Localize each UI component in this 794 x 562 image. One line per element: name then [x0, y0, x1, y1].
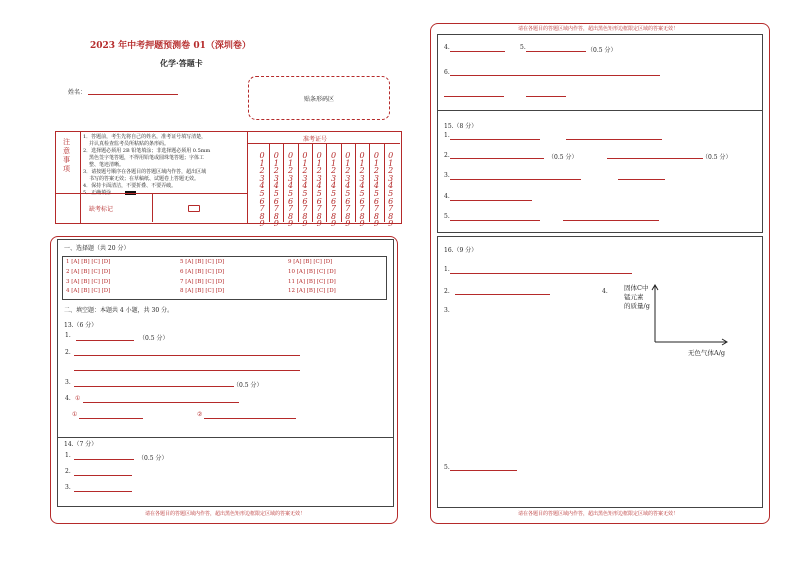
warning-right-top: 请在各题目的答题区域内作答，超出黑色矩形边框限定区域的答案无效！	[517, 26, 678, 32]
q13-4-field-b[interactable]	[79, 418, 143, 419]
exam-id-digit[interactable]: 9	[373, 219, 379, 229]
choice-item[interactable]: 5 [A] [B] [C] [D]	[180, 259, 225, 265]
warning-left: 请在各题目的答题区域内作答，超出黑色矩形边框限定区域的答案无效！	[144, 511, 305, 517]
q13-1-score: （0.5 分）	[139, 335, 169, 342]
exam-id-digit[interactable]: 2	[302, 166, 308, 176]
name-field[interactable]	[88, 94, 178, 95]
graph-xlabel: 无色气体A/g	[688, 349, 726, 357]
name-label: 姓名：	[68, 89, 87, 96]
q13-1: 1.	[65, 332, 71, 339]
q16-2: 2.	[444, 288, 450, 295]
exam-id-digit[interactable]: 9	[345, 219, 351, 229]
barcode-area	[248, 76, 390, 120]
notice-label: 注意事项	[63, 138, 70, 173]
answer-box-q15	[437, 109, 763, 233]
exam-id-digit[interactable]: 7	[302, 204, 308, 214]
exam-id-digit[interactable]: 8	[359, 211, 365, 221]
exam-id-digit[interactable]: 8	[259, 211, 265, 221]
exam-id-digit[interactable]: 6	[388, 196, 394, 206]
exam-id-digit[interactable]: 8	[373, 211, 379, 221]
q15-3-field-b[interactable]	[618, 179, 665, 180]
exam-id-digit[interactable]: 2	[373, 166, 379, 176]
exam-id-column[interactable]	[270, 152, 282, 228]
exam-id-digit[interactable]: 6	[302, 196, 308, 206]
section1-title: 一、选择题（共 20 分）	[64, 245, 130, 252]
exam-id-digit[interactable]: 8	[345, 211, 351, 221]
exam-id-digit[interactable]: 3	[273, 173, 279, 183]
exam-id-digit[interactable]: 5	[345, 188, 351, 198]
exam-id-digit[interactable]: 3	[359, 173, 365, 183]
exam-id-digit[interactable]: 3	[316, 173, 322, 183]
exam-id-digit[interactable]: 6	[359, 196, 365, 206]
exam-id-digit[interactable]: 7	[259, 204, 265, 214]
choice-item[interactable]: 10 [A] [B] [C] [D]	[288, 268, 336, 275]
q14-1-score: （0.5 分）	[138, 455, 168, 462]
q15-2-field-b[interactable]	[607, 158, 703, 159]
warning-right-bottom: 请在各题目的答题区域内作答，超出黑色矩形边框限定区域的答案无效！	[517, 511, 678, 517]
q15-1: 1.	[444, 132, 450, 139]
exam-id-digit[interactable]: 1	[345, 158, 351, 168]
exam-id-digit[interactable]: 8	[330, 211, 337, 221]
choice-item[interactable]: 2 [A] [B] [C] [D]	[66, 268, 111, 275]
q14-5: 5.	[520, 44, 526, 51]
exam-id-digit[interactable]: 4	[273, 181, 279, 191]
barcode-label: 贴条形码区	[303, 96, 334, 103]
q16-title: 16.（9 分）	[444, 247, 478, 254]
exam-id-digit[interactable]: 5	[259, 188, 265, 198]
exam-id-digit[interactable]: 9	[316, 219, 322, 229]
q13-title: 13.（6 分）	[64, 322, 98, 329]
q14-4-field[interactable]	[450, 51, 505, 52]
exam-id-digit[interactable]: 1	[273, 158, 279, 168]
q16-1-field[interactable]	[450, 273, 632, 274]
exam-id-digit[interactable]: 4	[388, 181, 394, 191]
exam-id-column[interactable]	[313, 152, 325, 228]
exam-id-digit[interactable]: 1	[373, 158, 379, 168]
exam-id-column[interactable]	[256, 152, 268, 228]
q15-2-score-a: （0.5 分）	[548, 154, 578, 161]
q15-4-field[interactable]	[450, 200, 532, 201]
exam-id-digit[interactable]: 0	[345, 151, 351, 160]
q15-1-field-b[interactable]	[566, 139, 662, 140]
exam-id-digit[interactable]: 1	[316, 158, 322, 168]
q14-6-field-b[interactable]	[444, 96, 504, 97]
exam-id-digit[interactable]: 4	[302, 181, 308, 191]
exam-id-digit[interactable]: 8	[316, 211, 322, 221]
exam-id-column[interactable]	[356, 152, 368, 228]
q14-6: 6.	[444, 69, 450, 76]
choice-item[interactable]: 8 [A] [B] [C] [D]	[180, 288, 225, 295]
exam-id-digit[interactable]: 6	[259, 196, 265, 206]
exam-id-digit[interactable]: 9	[388, 219, 394, 229]
q15-5: 5.	[444, 213, 450, 220]
q15-2-score-b: （0.5 分）	[702, 154, 732, 161]
exam-id-digit[interactable]: 0	[388, 151, 394, 160]
exam-id-digit[interactable]: 7	[388, 204, 394, 214]
exam-id-digit[interactable]: 5	[273, 188, 279, 198]
exam-id-digit[interactable]: 2	[359, 166, 365, 176]
absent-box	[55, 193, 247, 223]
graph-axes	[650, 280, 732, 346]
q15-1-field-a[interactable]	[450, 139, 540, 140]
q14-5-field[interactable]	[526, 51, 586, 52]
page-subtitle: 化学·答题卡	[160, 58, 203, 68]
q14-6-field-a[interactable]	[450, 75, 660, 76]
exam-id-digit[interactable]: 4	[330, 181, 337, 191]
exam-id-digit[interactable]: 1	[388, 158, 394, 168]
exam-id-digit[interactable]: 6	[330, 196, 337, 206]
exam-id-column[interactable]	[342, 152, 354, 228]
page-title: 2023 年中考押题预测卷 01（深圳卷）	[90, 41, 251, 51]
exam-id-digit[interactable]: 4	[316, 181, 322, 191]
q14-6-field-c[interactable]	[526, 96, 566, 97]
exam-id-column[interactable]	[385, 152, 397, 228]
q16-3: 3.	[444, 307, 450, 314]
q14-2-field[interactable]	[74, 475, 132, 476]
exam-id-digit[interactable]: 9	[359, 219, 365, 229]
q13-4-c1: ①	[75, 395, 81, 402]
notice-list: 1．答题前，考生先将自己的姓名，准考证号填写清楚， 并认真检查监考员所粘贴的条形码。 2．选择题必须用 2B 铅笔填涂；非选择题必须用 0.5mm 黑色签字笔答题，不得用铅笔或圆珠笔答题；字体工 整、笔迹清晰。 3．请按题号顺序在各题目的答题区域内作答，超出区域 书写的答案无效；在草稿纸、试题卷上答题无效。 4．保持卡面清洁，不要折叠、不要弄破。 5．正确填涂	[83, 134, 211, 196]
exam-id-digit[interactable]: 0	[330, 151, 337, 160]
q14-1: 1.	[65, 452, 71, 459]
q14-3: 3.	[65, 484, 71, 491]
exam-id-digit[interactable]: 0	[373, 151, 379, 160]
choice-grid	[62, 256, 387, 300]
q13-4: 4.	[65, 395, 71, 402]
exam-id-digit[interactable]: 1	[302, 158, 308, 168]
exam-id-digit[interactable]: 4	[259, 181, 265, 191]
exam-id-digit[interactable]: 2	[316, 166, 322, 176]
exam-id-digit[interactable]: 3	[302, 173, 308, 183]
q15-2-field-a[interactable]	[450, 158, 544, 159]
exam-id-digit[interactable]: 4	[288, 181, 294, 191]
exam-id-digit[interactable]: 9	[330, 219, 337, 229]
exam-id-digit[interactable]: 6	[288, 196, 294, 206]
q15-4: 4.	[444, 193, 450, 200]
q14-1-field[interactable]	[74, 459, 134, 460]
q13-1-field[interactable]	[76, 340, 134, 341]
graph-ylabel: 固体C中 锰元素 的质量/g	[624, 284, 650, 310]
exam-id-digit[interactable]: 2	[330, 166, 337, 176]
q15-3: 3.	[444, 172, 450, 179]
exam-id-digit[interactable]: 0	[273, 151, 279, 160]
exam-id-digit[interactable]: 8	[302, 211, 308, 221]
q14-4: 4.	[444, 44, 450, 51]
exam-id-label: 准考证号	[303, 136, 328, 143]
q15-3-field-a[interactable]	[450, 179, 581, 180]
exam-id-digit[interactable]: 3	[345, 173, 351, 183]
choice-item[interactable]: 1 [A] [B] [C] [D]	[66, 259, 111, 265]
q15-title: 15.（8 分）	[444, 123, 478, 130]
exam-id-digit[interactable]: 1	[259, 158, 265, 168]
answer-box-q16	[437, 236, 763, 508]
q13-4-field-c[interactable]	[204, 418, 296, 419]
exam-id-digit[interactable]: 7	[359, 204, 365, 214]
exam-id-digit[interactable]: 3	[259, 173, 265, 183]
exam-id-digit[interactable]: 2	[259, 166, 265, 176]
exam-id-digit[interactable]: 5	[288, 188, 294, 198]
exam-id-digit[interactable]: 7	[288, 204, 294, 214]
q16-1: 1.	[444, 266, 450, 273]
exam-id-digit[interactable]: 8	[288, 211, 294, 221]
section2-title: 二、填空题：本题共 4 小题，共 30 分。	[64, 307, 174, 314]
exam-id-digit[interactable]: 0	[259, 151, 265, 160]
exam-id-digit[interactable]: 3	[373, 173, 379, 183]
exam-id-digit[interactable]: 2	[273, 166, 279, 176]
q16-5-field[interactable]	[450, 470, 517, 471]
exam-id-digit[interactable]: 9	[302, 219, 308, 229]
exam-id-digit[interactable]: 3	[388, 173, 394, 183]
exam-id-digit[interactable]: 7	[273, 204, 279, 214]
choice-item[interactable]: 4 [A] [B] [C] [D]	[66, 288, 111, 295]
exam-id-column[interactable]	[285, 152, 297, 228]
choice-item[interactable]: 6 [A] [B] [C] [D]	[180, 268, 225, 275]
q16-2-field[interactable]	[455, 294, 550, 295]
q15-5-field-b[interactable]	[563, 220, 659, 221]
q13-3: 3.	[65, 379, 71, 386]
exam-id-digit[interactable]: 1	[359, 158, 365, 168]
exam-id-digit[interactable]: 2	[345, 166, 351, 176]
exam-id-digit[interactable]: 5	[316, 188, 322, 198]
exam-id-digit[interactable]: 1	[330, 158, 337, 168]
exam-id-digit[interactable]: 5	[330, 188, 337, 198]
absent-label: 缺考标记	[89, 206, 114, 213]
absent-checkbox[interactable]	[188, 205, 200, 212]
q16-4: 4.	[602, 288, 608, 295]
exam-id-digit[interactable]: 6	[345, 196, 351, 206]
q13-4-c2: ②	[197, 411, 203, 418]
q14-3-field[interactable]	[74, 491, 132, 492]
exam-id-digit[interactable]: 7	[316, 204, 322, 214]
exam-id-digit[interactable]: 0	[288, 151, 294, 160]
choice-item[interactable]: 12 [A] [B] [C] [D]	[288, 288, 336, 295]
q14-2: 2.	[65, 468, 71, 475]
q14-title: 14.（7 分）	[64, 441, 98, 448]
exam-id-digit[interactable]: 5	[302, 188, 308, 198]
choice-item[interactable]: 3 [A] [B] [C] [D]	[66, 278, 111, 285]
exam-id-digit[interactable]: 5	[359, 188, 365, 198]
exam-id-digit[interactable]: 4	[373, 181, 379, 191]
choice-item[interactable]: 7 [A] [B] [C] [D]	[180, 278, 225, 285]
exam-id-digit[interactable]: 8	[388, 211, 394, 221]
exam-id-column[interactable]	[299, 152, 311, 228]
choice-item[interactable]: 11 [A] [B] [C] [D]	[288, 278, 336, 285]
q14-5-score: （0.5 分）	[587, 47, 617, 54]
exam-id-digit[interactable]: 3	[288, 173, 294, 183]
exam-id-digit[interactable]: 7	[330, 204, 337, 214]
exam-id-digit[interactable]: 1	[288, 158, 294, 168]
q15-2: 2.	[444, 152, 450, 159]
exam-id-digit[interactable]: 9	[259, 219, 265, 229]
q13-4-field-a[interactable]	[83, 402, 239, 403]
q15-5-field-a[interactable]	[450, 220, 540, 221]
exam-id-digit[interactable]: 5	[373, 188, 379, 198]
answer-box-q14	[57, 436, 394, 507]
exam-id-digit[interactable]: 6	[373, 196, 379, 206]
exam-id-digit[interactable]: 2	[288, 166, 294, 176]
choice-item[interactable]: 9 [A] [B] [C] [D]	[288, 259, 333, 265]
exam-id-digit[interactable]: 7	[345, 204, 351, 214]
exam-id-digit[interactable]: 9	[273, 219, 279, 229]
exam-id-digit[interactable]: 8	[273, 211, 279, 221]
q16-5: 5.	[444, 464, 450, 471]
q13-3-field[interactable]	[74, 386, 234, 387]
q13-2-field-a[interactable]	[74, 355, 300, 356]
q13-3-score: （0.5 分）	[233, 382, 263, 389]
exam-id-digit[interactable]: 7	[373, 204, 379, 214]
exam-id-digit[interactable]: 5	[388, 188, 394, 198]
q13-2: 2.	[65, 349, 71, 356]
exam-id-digit[interactable]: 3	[330, 173, 337, 183]
q13-4-c1b: ①	[72, 411, 78, 418]
exam-id-digit[interactable]: 9	[288, 219, 294, 229]
exam-id-digit[interactable]: 6	[273, 196, 279, 206]
q13-2-field-b[interactable]	[74, 370, 300, 371]
exam-id-digit[interactable]: 6	[316, 196, 322, 206]
exam-id-digit[interactable]: 4	[359, 181, 365, 191]
exam-id-digit[interactable]: 0	[359, 151, 365, 160]
exam-id-digit[interactable]: 4	[345, 181, 351, 191]
exam-id-digit[interactable]: 2	[388, 166, 394, 176]
exam-id-digit[interactable]: 0	[316, 151, 322, 160]
exam-id-column[interactable]	[370, 152, 382, 228]
exam-id-digit[interactable]: 0	[302, 151, 308, 160]
exam-id-column[interactable]	[328, 152, 340, 228]
